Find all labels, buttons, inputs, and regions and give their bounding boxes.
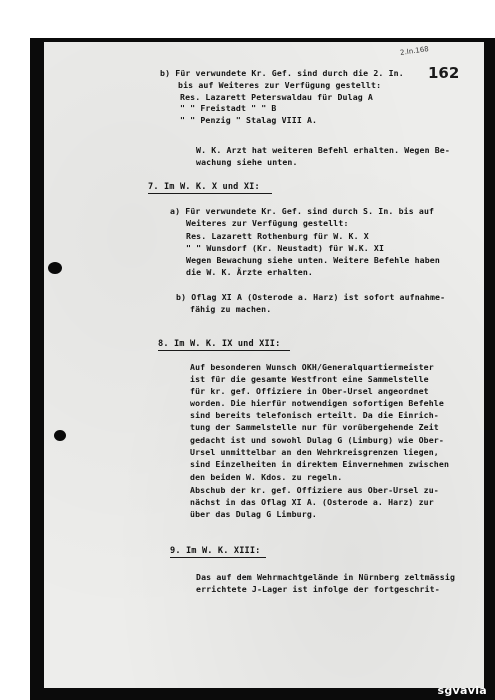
text-line: den beiden W. Kdos. zu regeln. [190, 472, 343, 482]
punch-hole-top [48, 262, 62, 274]
text-line: Abschub der kr. gef. Offiziere aus Ober-Ursel zu- [190, 485, 439, 495]
text-line: tung der Sammelstelle nur für vorübergehende Zeit [190, 422, 439, 432]
archive-stamp: 2.In.168 [399, 45, 430, 57]
text-line: die W. K. Ärzte erhalten. [186, 267, 313, 277]
text-line: sind bereits telefonisch erteilt. Da die Einrich- [190, 410, 439, 420]
text-line: b) Oflag XI A (Osterode a. Harz) ist sofort aufnahme- [176, 292, 446, 302]
heading-underline [158, 350, 290, 351]
text-line: Wegen Bewachung siehe unten. Weitere Befehle haben [186, 255, 440, 265]
text-line: Auf besonderen Wunsch OKH/Generalquartiermeister [190, 362, 434, 372]
text-line: über das Dulag G Limburg. [190, 509, 317, 519]
text-line: a) Für verwundete Kr. Gef. sind durch S. In. bis auf [170, 206, 435, 216]
text-line: " " Penzig " Stalag VIII A. [180, 115, 318, 125]
text-line: Weiteres zur Verfügung gestellt: [186, 218, 349, 228]
text-line: Res. Lazarett Rothenburg für W. K. X [186, 231, 369, 241]
text-line: " " Wunsdorf (Kr. Neustadt) für W.K. XI [186, 243, 385, 253]
text-line: W. K. Arzt hat weiteren Befehl erhalten. Wegen Be- [196, 145, 450, 155]
text-line: ist für die gesamte Westfront eine Sammelstelle [190, 374, 429, 384]
text-line: für kr. gef. Offiziere in Ober-Ursel angeordnet [190, 386, 429, 396]
text-line: Das auf dem Wehrmachtgelände in Nürnberg zeltmässig [196, 572, 456, 582]
text-line: nächst in das Oflag XI A. (Osterode a. Harz) zur [190, 497, 434, 507]
text-line: Ursel unmittelbar an den Wehrkreisgrenzen liegen, [190, 447, 439, 457]
punch-hole-bottom [54, 430, 66, 441]
text-line: Res. Lazarett Peterswaldau für Dulag A [180, 92, 374, 102]
heading-underline [170, 557, 266, 558]
watermark: sgvavia [437, 684, 487, 697]
text-line: worden. Die hierfür notwendigen sofortigen Befehle [190, 398, 444, 408]
section-heading-9: 9. Im W. K. XIII: [170, 546, 261, 556]
text-line: " " Freistadt " " B [180, 103, 277, 113]
heading-underline [148, 193, 272, 194]
text-line: sind Einzelheiten in direktem Einvernehmen zwischen [190, 459, 450, 469]
text-line: bis auf Weiteres zur Verfügung gestellt: [178, 80, 382, 90]
section-heading-7: 7. Im W. K. X und XI: [148, 182, 260, 192]
text-line: wachung siehe unten. [196, 157, 298, 167]
section-heading-8: 8. Im W. K. IX und XII: [158, 339, 281, 349]
page-number: 162 [428, 64, 460, 82]
text-line: fähig zu machen. [190, 304, 272, 314]
text-line: errichtete J-Lager ist infolge der fortgeschrit- [196, 584, 440, 594]
text-line: gedacht ist und sowohl Dulag G (Limburg) wie Ober- [190, 435, 444, 445]
text-line: b) Für verwundete Kr. Gef. sind durch die 2. In. [160, 68, 404, 78]
